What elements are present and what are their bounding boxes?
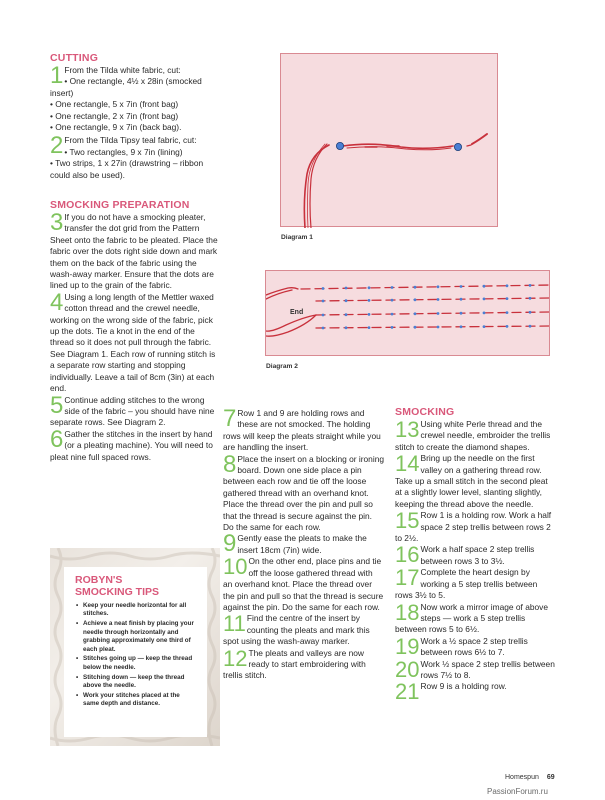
thread-tail <box>266 315 316 331</box>
step-number: 4 <box>50 288 64 316</box>
diagram-2-caption: Diagram 2 <box>266 363 298 370</box>
step-number: 11 <box>223 611 246 637</box>
diagram-2-illustration <box>266 271 550 356</box>
tip-item: • Stitches going up — keep the thread below the needle. <box>75 655 197 672</box>
cutting-section <box>50 52 220 181</box>
step-number: 9 <box>223 530 237 558</box>
watermark: PassionForum.ru <box>487 787 548 796</box>
step-number: 1 <box>50 62 64 89</box>
step-text: Work ½ space 2 step trellis between rows 7½ to 8. <box>420 658 555 680</box>
cut-item: • One rectangle, 2 x 7in (front bag) <box>50 111 178 121</box>
step-14 <box>395 453 555 510</box>
step-number: 3 <box>50 209 64 236</box>
step-number: 14 <box>395 451 420 477</box>
pattern-dot <box>336 142 343 149</box>
step-number: 21 <box>395 679 420 705</box>
step-text: Continue adding stitches to the wrong side of the fabric – you should have nine separate rows. See Diagram 2. <box>50 394 215 428</box>
prep-heading: SMOCKING PREPARATION <box>50 199 190 211</box>
step-16 <box>395 544 555 567</box>
step-text: Gently ease the pleats to make the insert 18cm (7in) wide. <box>237 533 367 555</box>
diagram-2 <box>265 270 550 356</box>
step-text: Find the centre of the insert by counting the pleats and mark this spot using the wash-away marker. <box>223 613 370 647</box>
tip-item: • Achieve a neat finish by placing your needle through horizontally and grabbing approximately one third of each pleat. <box>75 620 197 654</box>
step-text: Now work a mirror image of above steps — work a 5 step trellis between rows 5 to 6½. <box>395 601 549 635</box>
tip-item: • Stitching down — keep the thread above the needle. <box>75 674 197 691</box>
cut-item: • Two rectangles, 9 x 7in (lining) <box>64 147 182 157</box>
step-text: Work a ½ space 2 step trellis between rows 6½ to 7. <box>420 635 528 658</box>
step-10 <box>223 556 384 613</box>
step-text: Complete the heart design by working a 5 step trellis between rows 3½ to 5. <box>395 567 538 601</box>
step-text: Row 9 is a holding row. <box>420 681 507 692</box>
cut-item: • One rectangle, 5 x 7in (front bag) <box>50 99 178 109</box>
step-number: 6 <box>50 425 64 453</box>
pattern-dot <box>454 143 461 150</box>
step-number: 8 <box>223 450 237 478</box>
step-text: Gather the stitches in the insert by hand (or a pleating machine). You will need to pleat nine full spaced rows. <box>50 428 213 462</box>
step-6 <box>50 425 220 463</box>
diagram-1-caption: Diagram 1 <box>281 234 313 241</box>
tip-item: • Keep your needle horizontal for all stitches. <box>75 602 197 619</box>
step-text: If you do not have a smocking pleater, transfer the dot grid from the Pattern Sheet onto the fabric to be pleated. Place the fabric over the dots right side down and mark them on the back of the fabric using the wash-away marker. Ensure that the dots are lined up to the grain of the fabric. <box>50 212 218 291</box>
step-4 <box>50 288 220 395</box>
step-1 <box>50 62 220 133</box>
cut-item: • One rectangle, 9 x 7in (back bag). <box>50 122 181 132</box>
step-text: The pleats and valleys are now ready to start embroidering with trellis stitch. <box>223 647 366 681</box>
step-1-intro: From the Tilda white fabric, cut: <box>64 65 181 75</box>
step-number: 13 <box>395 417 420 442</box>
end-label: End <box>290 309 304 316</box>
step-8 <box>223 450 385 534</box>
step-18 <box>395 599 555 636</box>
step-number: 16 <box>395 542 420 568</box>
step-12 <box>223 645 384 682</box>
step-number: 12 <box>223 645 248 671</box>
step-3 <box>50 209 220 292</box>
step-19 <box>395 633 555 659</box>
thread-tail <box>266 288 298 295</box>
step-text: Row 1 and 9 are holding rows and these are not smocked. The holding rows will keep the pleats straight while you are handling the insert. <box>223 408 381 453</box>
step-7 <box>223 405 384 454</box>
step-9 <box>223 530 384 558</box>
step-number: 20 <box>395 656 420 682</box>
smocking-section <box>395 406 555 705</box>
tips-title-line2: SMOCKING TIPS <box>75 586 160 598</box>
step-number: 10 <box>223 554 248 580</box>
step-text: Place the insert on a blocking or ironing board. Down one side place a pin between each row and tie off the loose gathered thread with an overhand knot. Place the thread over the pin and pull so that the thread is secure against the pin. Do the same for each row. <box>223 453 385 533</box>
tips-title-line1: ROBYN'S <box>75 574 123 586</box>
step-number: 2 <box>50 132 64 160</box>
step-number: 18 <box>395 599 420 625</box>
step-11 <box>223 613 384 647</box>
diagram-1 <box>280 53 498 227</box>
middle-steps <box>223 405 385 682</box>
step-number: 5 <box>50 391 64 419</box>
step-number: 19 <box>395 633 420 659</box>
step-21 <box>395 679 555 705</box>
step-number: 17 <box>395 565 420 591</box>
step-2 <box>50 132 220 181</box>
step-text: Bring up the needle on the first valley on a gathering thread row. Take up a small stitch in the second pleat at a slightly lower level, slanting slightly, keeping the thread above the needle. <box>395 453 548 509</box>
needle-end <box>472 134 487 144</box>
smocking-heading: SMOCKING <box>395 406 455 418</box>
cut-item: • One rectangle, 4½ x 28in (smocked insert) <box>50 76 202 97</box>
page-footer <box>505 774 555 781</box>
step-text: Row 1 is a holding row. Work a half space 2 step trellis between rows 2 to 2½. <box>395 510 552 544</box>
tip-item: • Work your stitches placed at the same depth and distance. <box>75 692 197 709</box>
magazine-name: Homespun <box>505 774 539 781</box>
prep-section <box>50 199 220 463</box>
step-text: Work a half space 2 step trellis between rows 3 to 3½. <box>420 544 535 566</box>
step-text: On the other end, place pins and tie off the loose gathered thread with an overhand knot. Place the thread over the pin and pull so that the thread is secure against the pin. Do the same for each row. <box>223 556 384 612</box>
tips-list <box>75 602 197 709</box>
tips-card <box>64 567 207 737</box>
step-text: Using white Perle thread and the crewel needle, embroider the trellis stitch to create the diamond shapes. <box>395 419 551 452</box>
running-stitch <box>301 285 550 289</box>
page-number: 69 <box>546 774 555 781</box>
step-20 <box>395 656 555 682</box>
diagram-1-illustration <box>281 54 499 228</box>
step-5 <box>50 391 220 429</box>
step-13 <box>395 419 555 453</box>
tips-photo-background <box>50 548 220 746</box>
step-2-intro: From the Tilda Tipsy teal fabric, cut: <box>64 135 197 146</box>
step-15 <box>395 510 555 544</box>
step-number: 15 <box>395 508 420 534</box>
cutting-heading: CUTTING <box>50 52 99 64</box>
step-17 <box>395 567 555 601</box>
step-number: 7 <box>223 405 237 432</box>
cut-item: • Two strips, 1 x 27in (drawstring – ribbon could also be used). <box>50 158 203 179</box>
step-text: Using a long length of the Mettler waxed cotton thread and the crewel needle, working on the wrong side of the fabric, pick up the dots. Tie a knot in the end of the thread so it does not pull through the fabric. See Diagram 1. Each row of running stitch is a separate row starting and stopping individually. Leave a tail of 8cm (3in) at each end. <box>50 291 216 394</box>
